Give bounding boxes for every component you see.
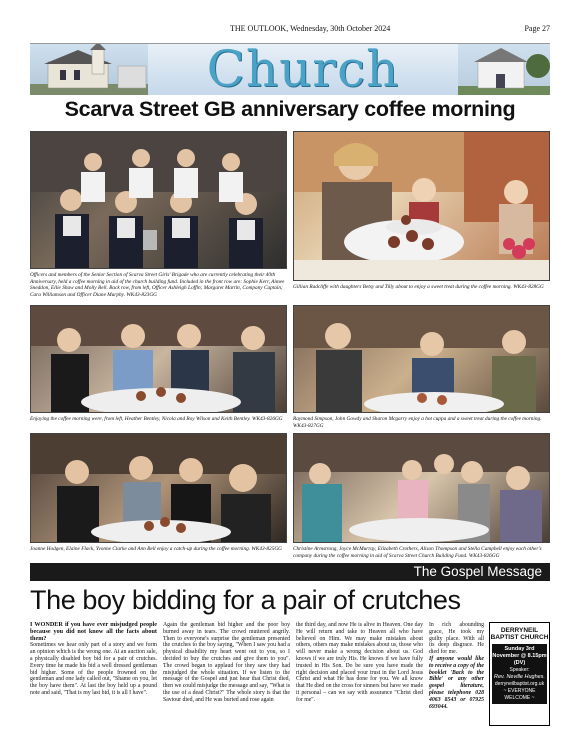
gospel-col3-text: the third day, and now He is alive in Heaven. One day He will return and take to Heaven all who have believed on Him. We may make mistakes about others, others may make mistakes about us, those who will never make a wrong decision about us. God knows if we are truly His. He knows if we have fully trusted in His Son. Do be sure you have made the right decision and placed your trust in the Lord Jesus Christ and what He has done for you. We all know that He died on the cross for sinners but have we made it personal – can we say with assurance "Christ died for me". bbox=[296, 622, 424, 703]
church-website: derryneilbaptist.org.uk bbox=[494, 681, 545, 687]
photo-caption-1: Officers and members of the Senior Section of Scarva Street Girls' Brigade who are currently celebrating their 40th Anniversary, held a coffee morning in aid of the church building fund. Included in the front row are: Sophie Kerr, Aimee Sneddon, Ellie Shaw and Molly Bell. Back row, from left, Officer Ashleigh Loffin; Margaret Martin, Company Captain; Cara Williamson and Officer Diane Murphy. WK43-823GG bbox=[30, 272, 285, 298]
photo-armstrong-group bbox=[293, 433, 550, 543]
gospel-section-bar bbox=[30, 563, 550, 581]
gospel-lead: I WONDER if you have ever misjudged people because you did not know all the facts about them? bbox=[30, 621, 157, 642]
photo-radcliffe-family bbox=[293, 131, 550, 281]
gospel-column-1 bbox=[30, 622, 157, 697]
page-number: Page 27 bbox=[524, 24, 550, 33]
church-building-image-left bbox=[30, 44, 148, 95]
banner-title: Church bbox=[206, 43, 400, 95]
speaker-name: Rev. Neville Hughes. bbox=[494, 674, 545, 680]
church-name-line1: DERRYNEIL bbox=[500, 627, 539, 634]
church-name-line2: BAPTIST CHURCH bbox=[490, 634, 549, 641]
photo-caption-3: Enjoying the coffee morning were, from left, Heather Bentley, Nicola and Roy Wilson and Keith Bentley. WK43-826GG bbox=[30, 416, 283, 422]
gospel-col4-text: In rich abounding grace, He took my guilty place. With all its deep disgrace. He died for me. bbox=[429, 622, 484, 656]
photo-caption-6: Christine Armstrong, Joyce McMurray, Elizabeth Crothers, Alison Thompson and Stella Campbell enjoy each other's company during the coffee morning in aid of Scarva Street Church Building Fund. WK43-826GG bbox=[293, 546, 542, 559]
photo-hodgen-flack-clarke-bell bbox=[30, 433, 287, 543]
gospel-col2-text: Again the gentleman bid higher and the poor boy burned away in tears. The crowd muttered angrily. Then to everyone's surprise the gentleman presented the crutches to the boy saying, "When I saw you had a physical disability my heart went out to you, so I decided to buy the crutches and give them to you". The crowd began to applaud for they saw they had misjudged the whole situation. If we listen to the message of the Gospel and just hear that Christ died, then we could misjudge the message and say, "What is the use of a dead Christ?" The whole story is that the Saviour died, and He was buried and rose again bbox=[163, 622, 290, 703]
gospel-booklet-offer: If anyone would like to receive a copy of the booklet 'Back to the Bible' or any other gospel literature, please telephone 028 4063 8543 or 07925 693044. bbox=[429, 655, 484, 710]
photo-simpson-gowdy-mcgarry bbox=[293, 305, 550, 413]
welcome-text: ~ EVERYONE WELCOME ~ bbox=[503, 688, 536, 701]
photo-caption-5: Joanne Hodgen, Elaine Flack, Yvonne Clarke and Ann Bell enjoy a catch-up during the coffee morning. WK43-825GG bbox=[30, 546, 282, 552]
photo-caption-2: Gillian Radcliffe with daughters Betsy and Tilly about to enjoy a sweet treat during the coffee morning. WK43-828GG bbox=[293, 284, 544, 290]
speaker-label: Speaker: bbox=[509, 667, 530, 673]
page-header bbox=[30, 22, 550, 36]
gospel-column-2 bbox=[163, 622, 290, 704]
church-life-banner bbox=[30, 43, 550, 95]
gospel-column-4 bbox=[429, 622, 484, 710]
masthead: THE OUTLOOK, Wednesday, 30th October 2024 bbox=[230, 24, 391, 33]
gospel-column-3 bbox=[296, 622, 423, 704]
church-service-details bbox=[492, 644, 547, 704]
church-advert-box bbox=[489, 622, 550, 726]
gospel-section-label: The Gospel Message bbox=[413, 564, 542, 579]
photo-gb-officers bbox=[30, 131, 287, 269]
service-time: Sunday 3rd November @ 8.15pm (DV) bbox=[492, 646, 547, 666]
church-building-image-right bbox=[458, 44, 550, 95]
gospel-headline: The boy bidding for a pair of crutches bbox=[30, 585, 461, 615]
photo-caption-4: Raymond Simpson, John Gowdy and Sharon Mcgarry enjoy a hot cuppa and a sweet treat during the coffee morning. WK43-827GG bbox=[293, 416, 542, 429]
gospel-col1-text: Sometimes we hear only part of a story and we form an opinion which is the wrong one. At an auction sale, a physically disabled boy bid for a pair of crutches. Every time he made his bid a well dressed gentleman bid higher. Some of the people frowned on the gentleman and one lady called out, "Shame on you, let the boy have them". At last the boy held up a pound note and said, "That is my last bid, it is all I have". bbox=[30, 642, 157, 696]
photo-bentley-wilson bbox=[30, 305, 287, 413]
article-headline: Scarva Street GB anniversary coffee morning bbox=[64, 97, 516, 121]
